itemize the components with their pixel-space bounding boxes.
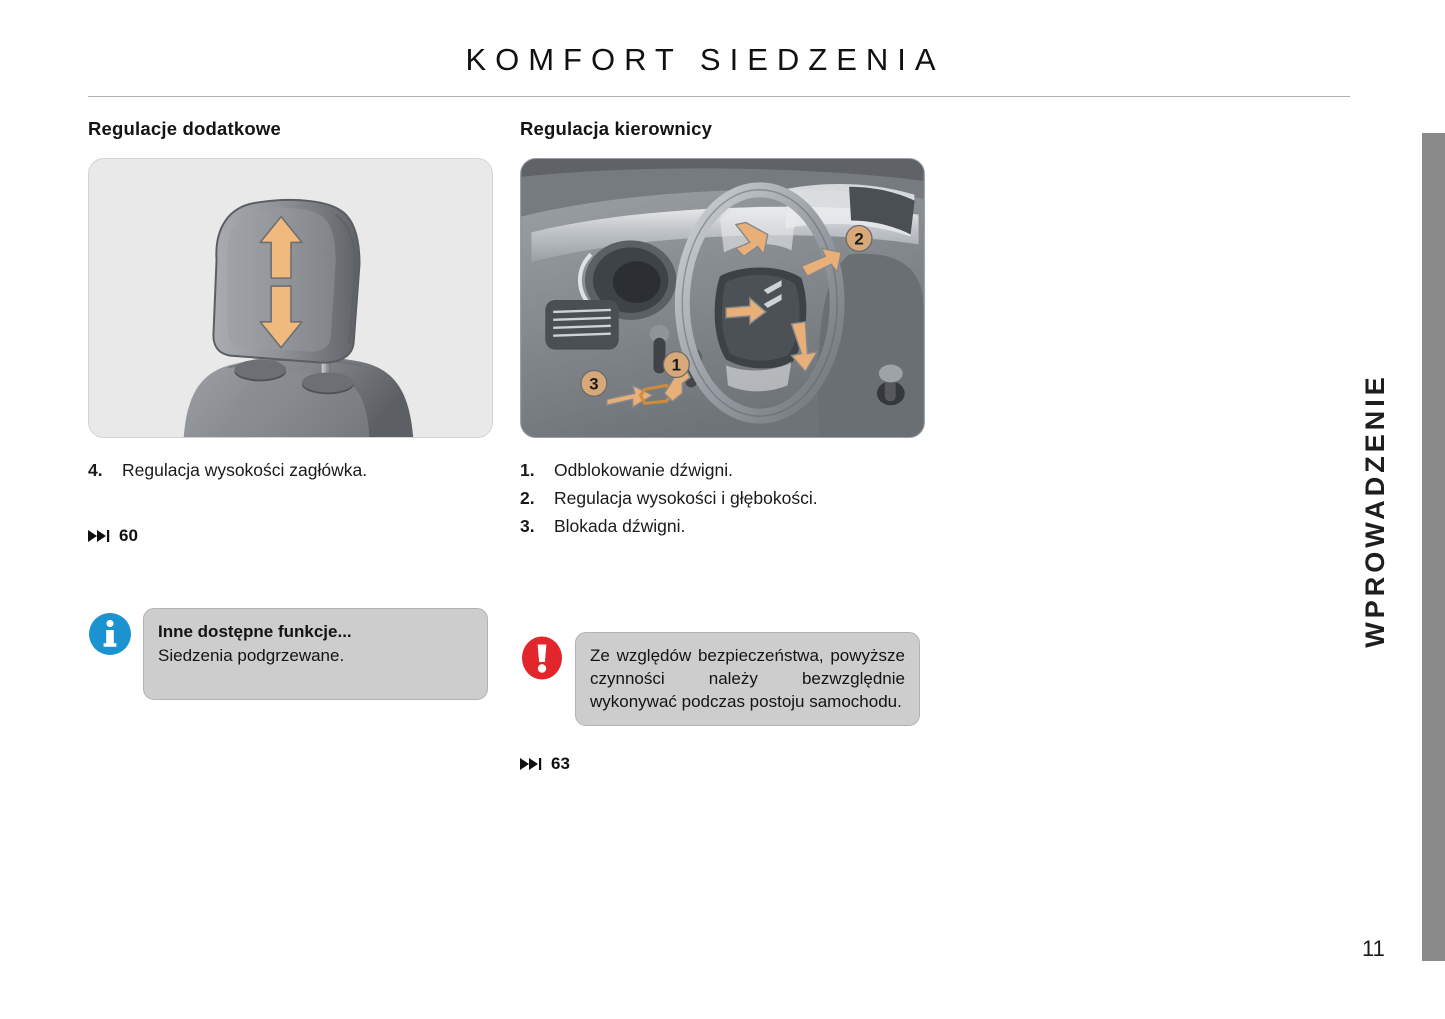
left-item-list	[88, 456, 498, 484]
warning-callout-text: Ze względów bezpieczeństwa, powyższe czynności należy bezwzględnie wykonywać podczas postoju samochodu.	[590, 646, 905, 711]
left-column	[88, 118, 498, 700]
list-item-label: Blokada dźwigni.	[554, 516, 686, 536]
steering-wheel-adjustment-figure	[520, 158, 925, 438]
chapter-tab-bar	[1422, 133, 1445, 961]
list-item-number: 3.	[520, 516, 535, 536]
svg-text:1: 1	[671, 355, 682, 375]
info-circle-icon	[88, 612, 132, 656]
list-item	[520, 456, 930, 484]
warning-callout	[520, 632, 930, 726]
right-cross-reference[interactable]	[520, 754, 930, 774]
info-callout-text: Siedzenia podgrzewane.	[158, 646, 345, 665]
left-section-heading: Regulacje dodatkowe	[88, 118, 281, 139]
callout-3	[581, 370, 607, 396]
svg-text:2: 2	[854, 229, 864, 249]
svg-text:3: 3	[589, 374, 599, 394]
title-divider	[88, 96, 1350, 97]
left-cross-reference[interactable]	[88, 526, 498, 546]
info-callout-bubble	[143, 608, 488, 700]
right-column	[520, 118, 930, 774]
list-item-number: 1.	[520, 460, 535, 480]
list-item-label: Odblokowanie dźwigni.	[554, 460, 733, 480]
list-item	[520, 512, 930, 540]
page-title: KOMFORT SIEDZENIA	[465, 42, 945, 77]
gear-lever	[877, 365, 905, 406]
fast-forward-icon	[520, 757, 542, 771]
list-item-label: Regulacja wysokości zagłówka.	[122, 460, 368, 480]
list-item-label: Regulacja wysokości i głębokości.	[554, 488, 818, 508]
right-section-heading: Regulacja kierownicy	[520, 118, 713, 139]
info-callout-title: Inne dostępne funkcje...	[158, 622, 352, 641]
list-item	[520, 484, 930, 512]
left-cross-reference-page: 60	[119, 526, 138, 545]
steering-wheel-illustration	[521, 159, 924, 437]
right-item-list	[520, 456, 930, 540]
callout-2	[846, 226, 872, 252]
right-cross-reference-page: 63	[551, 754, 570, 773]
fast-forward-icon	[88, 529, 110, 543]
headrest-adjustment-figure	[88, 158, 493, 438]
warning-callout-bubble	[575, 632, 920, 726]
list-item	[88, 456, 498, 484]
page-number: 11	[1362, 936, 1385, 961]
info-callout	[88, 608, 498, 700]
chapter-tab-label	[1355, 300, 1395, 720]
list-item-number: 2.	[520, 488, 535, 508]
headrest-illustration	[89, 159, 492, 437]
list-item-number: 4.	[88, 460, 103, 480]
warning-circle-icon	[520, 636, 564, 680]
chapter-tab-text: WPROWADZENIE	[1359, 372, 1390, 648]
callout-1	[663, 352, 689, 378]
